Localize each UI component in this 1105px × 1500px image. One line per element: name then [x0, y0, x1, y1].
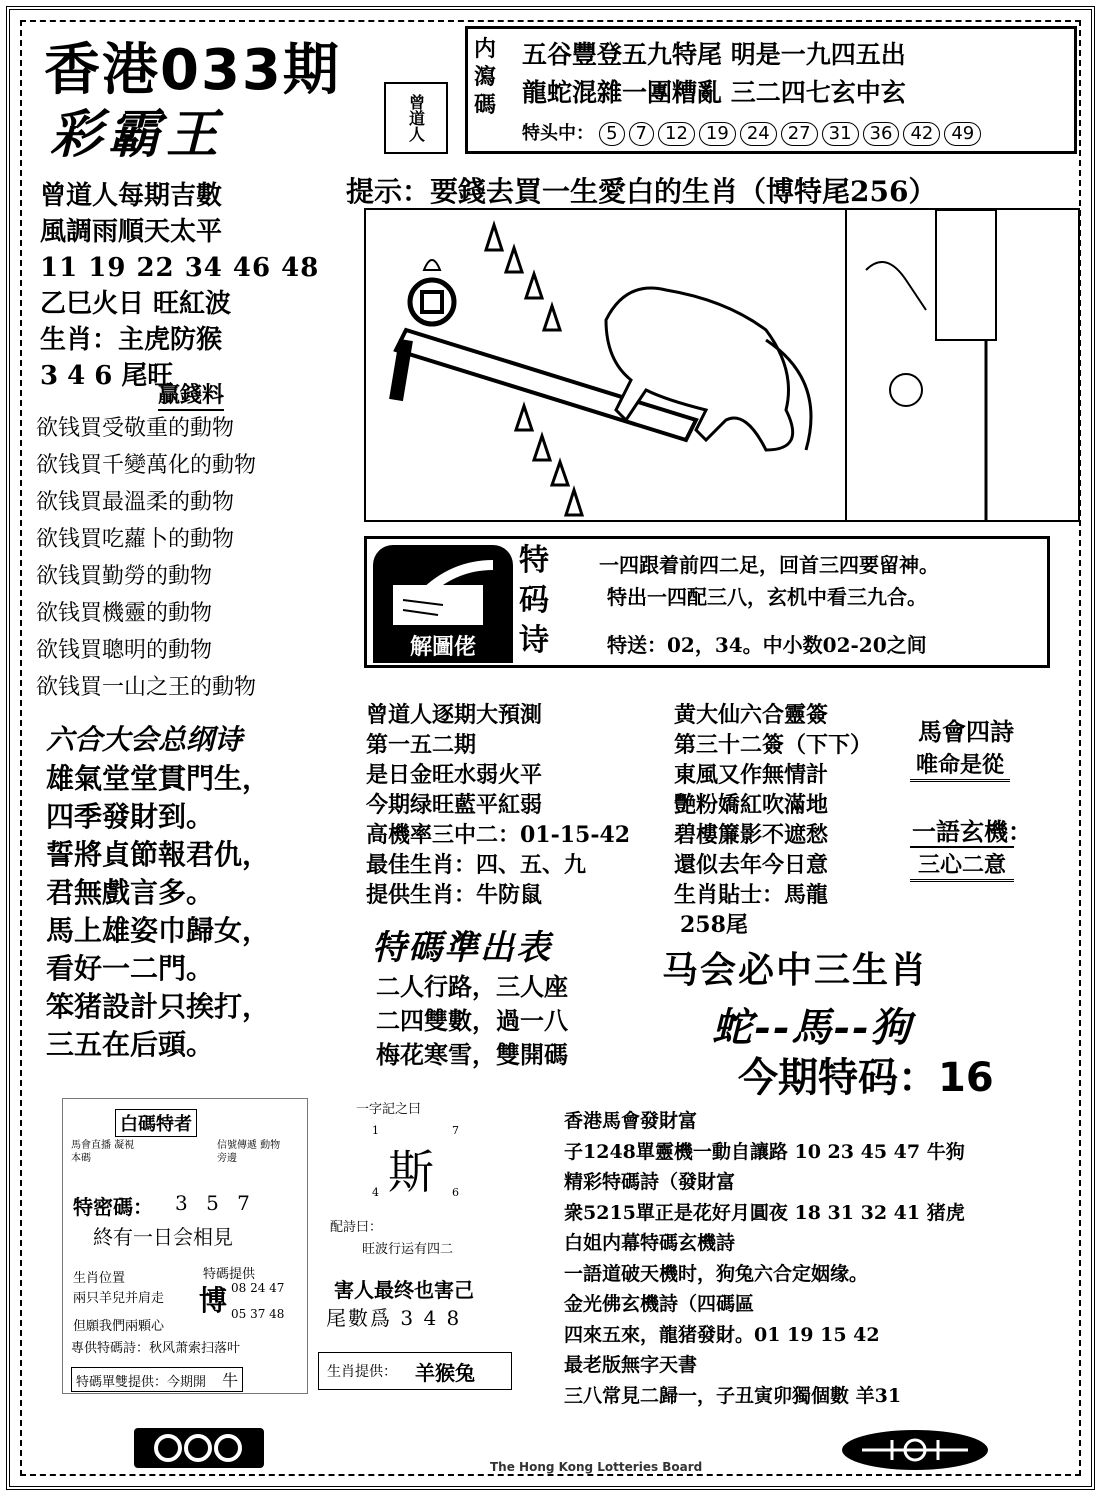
- zhunchu-line: 梅花寒雪，雙開碼: [376, 1040, 568, 1069]
- zhunchu-line: 二人行路，三人座: [376, 972, 568, 1001]
- masthead-title: 香港033期: [44, 38, 341, 103]
- forecast-line: 是日金旺水弱火平: [366, 762, 543, 788]
- baima-tepin-n1: 08 24 47: [231, 1281, 285, 1295]
- right-logo: [842, 1430, 988, 1470]
- huangdaxian-line: 艷粉嬌紅吹滿地: [674, 792, 829, 818]
- facaifu-line: 精彩特碼詩（發財富: [564, 1171, 736, 1193]
- balls-label: 特头中：: [522, 123, 594, 144]
- ball-number: 42: [903, 122, 940, 146]
- facaifu-line: 金光佛玄機詩（四碼區: [564, 1293, 755, 1315]
- baima-tl: 馬會直播 凝視本碼: [71, 1140, 135, 1164]
- yizi-tail: 尾數爲 3 4 8: [326, 1306, 462, 1330]
- yizi-peishi-label: 配詩曰：: [330, 1220, 383, 1235]
- yizi-n1: 1: [372, 1124, 379, 1137]
- neixiema-balls: [522, 119, 985, 146]
- neixiema-box: [465, 26, 1077, 154]
- facaifu-line: 三八常見二歸一，子丑寅卯獨個數 羊31: [564, 1384, 902, 1407]
- yizi-sx-label: 生肖提供：: [327, 1364, 397, 1380]
- liuhe-line: 馬上雄姿巾歸女，: [46, 914, 271, 947]
- huangdaxian-line: 還似去年今日意: [674, 852, 829, 878]
- baima-pos-l2: 但願我們兩顆心: [73, 1319, 165, 1334]
- yingqian-item: 欲钱買千變萬化的動物: [36, 453, 257, 478]
- yingqian-item: 欲钱買受敬重的動物: [36, 416, 235, 441]
- liuhe-poem: [46, 760, 270, 1064]
- hand-writing-icon: [373, 545, 513, 633]
- liuhe-title: 六合大会总纲诗: [46, 723, 243, 756]
- yingqian-item: 欲钱買聰明的動物: [36, 638, 213, 663]
- masthead-subtitle: 彩霸王: [50, 105, 225, 165]
- huangdaxian-line: 258尾: [680, 912, 748, 938]
- yingqian-item: 欲钱買吃蘿卜的動物: [36, 527, 235, 552]
- mahui-title: 馬會四詩: [918, 717, 1014, 746]
- liuhe-line: 雄氣堂堂貫門生，: [46, 762, 271, 795]
- baima-pos-l1: 兩只羊兒并肩走: [73, 1291, 165, 1306]
- footer-text: The Hong Kong Lotteries Board: [490, 1460, 703, 1474]
- hand-writing-svg: [373, 545, 513, 633]
- shengxiao-title: 马会必中三生肖: [662, 950, 929, 991]
- yizi-title: 一字記之曰: [356, 1102, 422, 1117]
- mahui-value: 唯命是從: [910, 748, 1010, 782]
- temashi-line-2: 特出一四配三八，玄机中看三九合。: [607, 585, 927, 609]
- fox-illustration: [366, 210, 1078, 520]
- liuhe-line: 君無戲言多。: [46, 876, 215, 909]
- liuhe-line: 誓將貞節報君仇，: [46, 838, 271, 871]
- forecast-block: [366, 700, 630, 910]
- ball-number: 49: [944, 122, 981, 146]
- hint-text: 提示：要錢去買一生愛白的生肖（博特尾256）: [346, 175, 937, 208]
- huangdaxian-line: 第三十二簽（下下）: [674, 732, 873, 758]
- liuhe-line: 三五在后頭。: [46, 1028, 215, 1061]
- baima-pos-label: 生肖位置: [73, 1271, 126, 1286]
- yizi-char: 斯: [388, 1145, 434, 1199]
- yingqian-title: 贏錢料: [158, 378, 224, 411]
- ball-number: 12: [658, 122, 695, 146]
- yingqian-item: 欲钱買勤勞的動物: [36, 564, 213, 589]
- zhunchu-title: 特碼準出表: [372, 928, 552, 968]
- zeng-block: [40, 178, 319, 394]
- yiyu-value: 三心二意: [910, 846, 1014, 882]
- baima-mima-label: 特密碼：: [73, 1195, 153, 1219]
- temashi-line-1: 一四跟着前四二足，回首三四要留神。: [599, 553, 939, 577]
- zeng-zodiac: 生肖：主虎防猴: [40, 325, 223, 355]
- ball-number: 7: [629, 122, 654, 146]
- yizi-sx-box: [318, 1352, 512, 1390]
- yizi-n6: 6: [452, 1186, 459, 1199]
- huangdaxian-block: [674, 700, 872, 940]
- danshuang-value: 牛: [222, 1371, 239, 1390]
- baima-tepin-char: 博: [199, 1284, 228, 1317]
- yiyu-title: 一語玄機：: [912, 817, 1032, 846]
- baima-mima-value: 3 5 7: [175, 1191, 256, 1215]
- baima-tr: 信號傳遞 動物旁邊: [217, 1140, 281, 1164]
- neixiema-line-2: 龍蛇混雜一團糟亂 三二四七玄中玄: [522, 78, 906, 107]
- temashi-label: 特码诗: [519, 543, 549, 658]
- yizi-n4: 4: [372, 1186, 379, 1199]
- zeng-day: 乙巳火日 旺紅波: [40, 289, 232, 319]
- forecast-line: 提供生肖：牛防鼠: [366, 882, 543, 908]
- danshuang-label: 特碼單雙提供：今期開: [76, 1375, 207, 1390]
- left-logo-svg: [134, 1428, 264, 1468]
- forecast-line: 第一五二期: [366, 732, 477, 758]
- facaifu-line: 最老版無字天書: [564, 1354, 698, 1376]
- shengxiao-special: 今期特码：16: [738, 1055, 994, 1101]
- yizi-peishi: 旺波行运有四二: [362, 1242, 454, 1257]
- zeng-motto: 風調雨順天太平: [40, 217, 223, 247]
- yizi-n7: 7: [452, 1124, 459, 1137]
- yizi-sx-value: 羊猴兔: [415, 1361, 475, 1385]
- temashi-badge: 解圖佬: [373, 633, 513, 663]
- baima-phrase: 終有一日会相見: [93, 1225, 233, 1249]
- liuhe-line: 看好一二門。: [46, 952, 215, 985]
- illustration-box: [364, 208, 1080, 522]
- neixiema-line-1: 五谷豐登五九特尾 明是一九四五出: [522, 40, 906, 69]
- neixiema-label: 内瀉碼: [474, 36, 497, 118]
- zeng-tail: 3 4 6 尾旺: [40, 361, 174, 391]
- baima-title: 白碼特者: [115, 1109, 197, 1137]
- facaifu-line: 四來五來，龍猪發財。01 19 15 42: [564, 1323, 880, 1346]
- zeng-title: 曾道人每期吉數: [40, 181, 223, 211]
- yizi-slogan: 害人最终也害己: [334, 1278, 474, 1302]
- yingqian-item: 欲钱買一山之王的動物: [36, 675, 257, 700]
- huangdaxian-line: 生肖貼士：馬龍: [674, 882, 829, 908]
- huangdaxian-line: 黄大仙六合靈簽: [674, 702, 829, 728]
- yingqian-item: 欲钱買最溫柔的動物: [36, 490, 235, 515]
- temashi-box: [364, 536, 1050, 668]
- facaifu-line: 香港馬會發財富: [564, 1110, 698, 1132]
- ball-number: 27: [781, 122, 818, 146]
- huangdaxian-line: 東風又作無情計: [674, 762, 829, 788]
- temashi-line-3: 特送：02，34。中小数02-20之间: [607, 633, 927, 657]
- facaifu-line: 白姐内幕特碼玄機詩: [564, 1232, 736, 1254]
- ball-number: 19: [699, 122, 736, 146]
- right-logo-svg: [842, 1430, 988, 1470]
- ball-number: 24: [740, 122, 777, 146]
- forecast-line: 曾道人逐期大預測: [366, 702, 543, 728]
- masthead-stamp: 曾道人: [384, 82, 448, 154]
- facaifu-line: 一語道破天機时，狗兔六合定姻缘。: [564, 1262, 869, 1285]
- liuhe-line: 四季發財到。: [46, 800, 215, 833]
- left-logo: [134, 1428, 264, 1468]
- forecast-line: 高機率三中二：01-15-42: [366, 822, 631, 848]
- zhunchu-lines: [376, 970, 568, 1072]
- baima-tepin-label: 特碼提供: [203, 1267, 256, 1282]
- baima-tepin-n2: 05 37 48: [231, 1307, 285, 1321]
- facaifu-block: [564, 1106, 965, 1411]
- forecast-line: 最佳生肖：四、五、九: [366, 852, 587, 878]
- ball-number: 31: [822, 122, 859, 146]
- baima-box: [62, 1098, 308, 1394]
- ball-number: 5: [599, 122, 624, 146]
- shengxiao-animals: 蛇--馬--狗: [712, 1004, 913, 1051]
- yingqian-list: [36, 410, 256, 706]
- liuhe-line: 笨猪設計只挨打，: [46, 990, 271, 1023]
- facaifu-line: 子1248單靈機一動自讓路 10 23 45 47 牛狗: [564, 1140, 965, 1163]
- zhunchu-line: 二四雙數，過一八: [376, 1006, 568, 1035]
- yingqian-item: 欲钱買機靈的動物: [36, 601, 213, 626]
- huangdaxian-line: 碧樓簾影不遮愁: [674, 822, 829, 848]
- ball-number: 36: [863, 122, 900, 146]
- facaifu-line: 衆5215單正是花好月圓夜 18 31 32 41 猪虎: [564, 1201, 965, 1224]
- baima-danshuang: [71, 1367, 243, 1392]
- zeng-numbers: 11 19 22 34 46 48: [40, 253, 320, 283]
- forecast-line: 今期绿旺藍平紅弱: [366, 792, 543, 818]
- baima-special-poem: 專供特碼詩：秋风萧索扫落叶: [71, 1341, 241, 1356]
